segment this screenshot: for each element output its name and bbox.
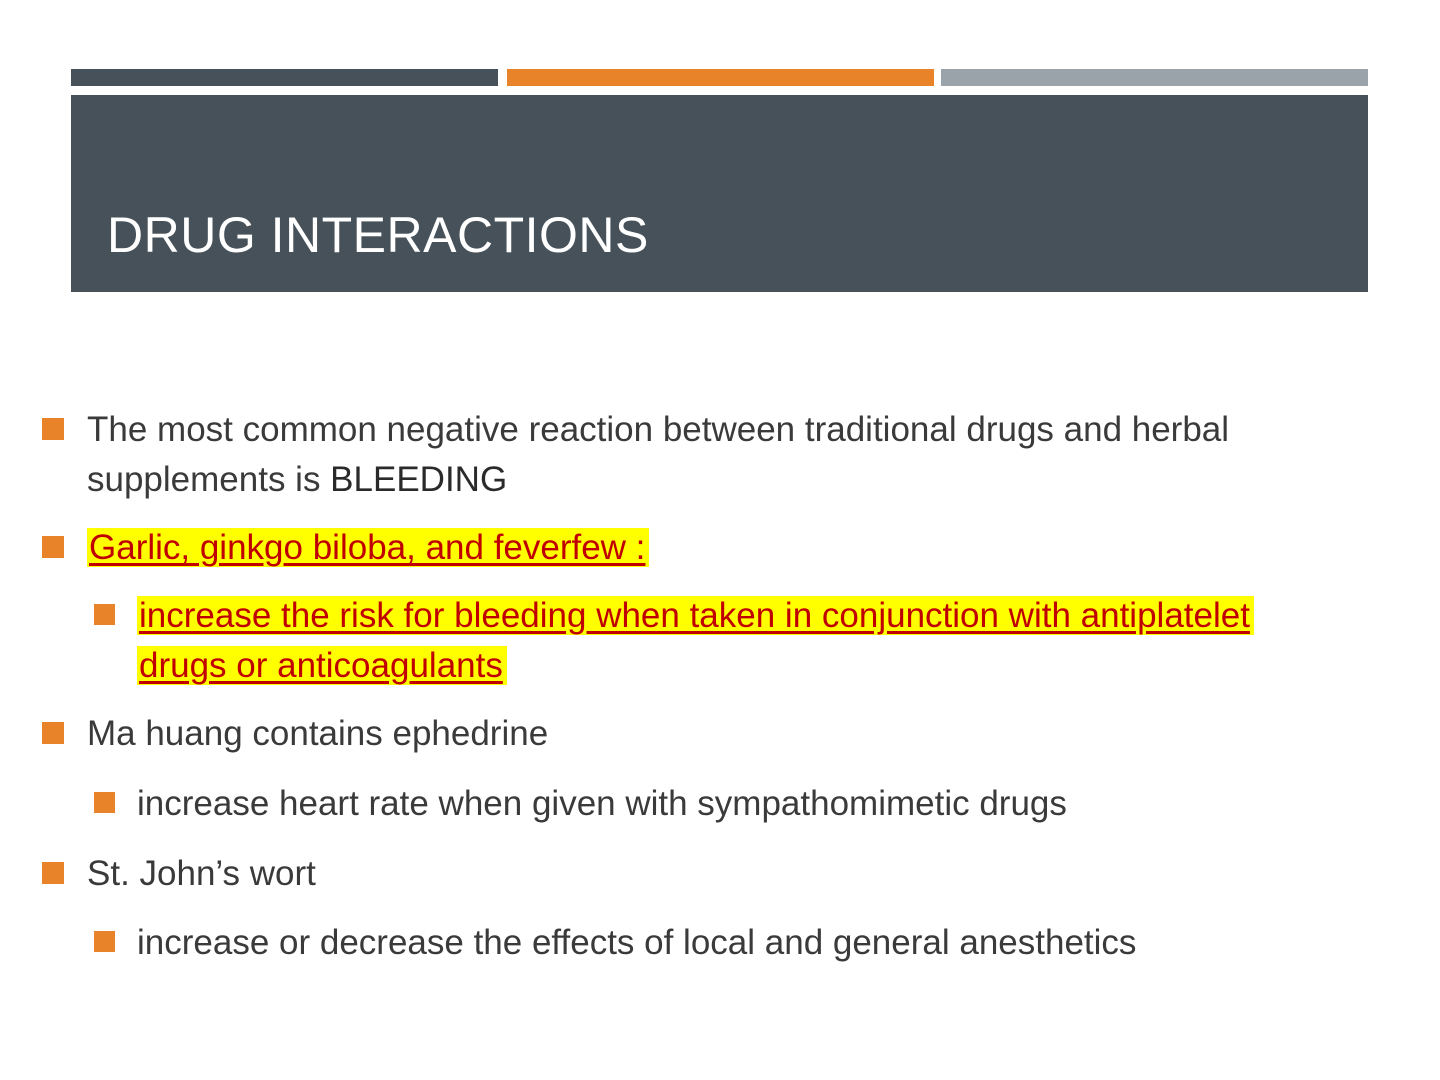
sub-bullet-marker-icon (94, 604, 115, 625)
bullet-text-line: The most common negative reaction between traditional drugs and herbal (87, 410, 1230, 449)
highlighted-text: Garlic, ginkgo biloba, and feverfew : (87, 528, 649, 567)
bullet-marker-icon (42, 862, 64, 884)
slide-title: DRUG INTERACTIONS (107, 207, 649, 263)
sub-bullet-marker-icon (94, 792, 115, 813)
bullet-text-prefix: supplements is (87, 460, 331, 499)
bullet-marker-icon (42, 722, 64, 744)
bullet-text-line (87, 456, 507, 504)
highlighted-text: drugs or anticoagulants (137, 646, 507, 685)
sub-bullet-text-line: increase heart rate when given with sympathomimetic drugs (137, 784, 1067, 823)
highlighted-text: increase the risk for bleeding when taken in conjunction with antiplatelet (137, 596, 1254, 635)
bullet-text-line (87, 524, 649, 572)
bullet-marker-icon (42, 418, 64, 440)
bullet-item (42, 406, 1422, 506)
sub-bullet-item (94, 592, 1424, 692)
sub-bullet-text-line: increase or decrease the effects of local and general anesthetics (137, 923, 1137, 962)
bullet-emphasis: BLEEDING (330, 460, 508, 499)
sub-bullet-marker-icon (94, 931, 115, 952)
sub-bullet-item (94, 919, 1424, 969)
bullet-item (42, 850, 1422, 900)
sub-bullet-item (94, 780, 1424, 830)
sub-bullet-text-line (137, 642, 507, 690)
bullet-item (42, 524, 1422, 574)
bullet-text-line: St. John’s wort (87, 854, 316, 893)
bullet-marker-icon (42, 536, 64, 558)
bullet-item (42, 710, 1422, 760)
bullet-text-line: Ma huang contains ephedrine (87, 714, 549, 753)
sub-bullet-text-line (137, 592, 1254, 640)
